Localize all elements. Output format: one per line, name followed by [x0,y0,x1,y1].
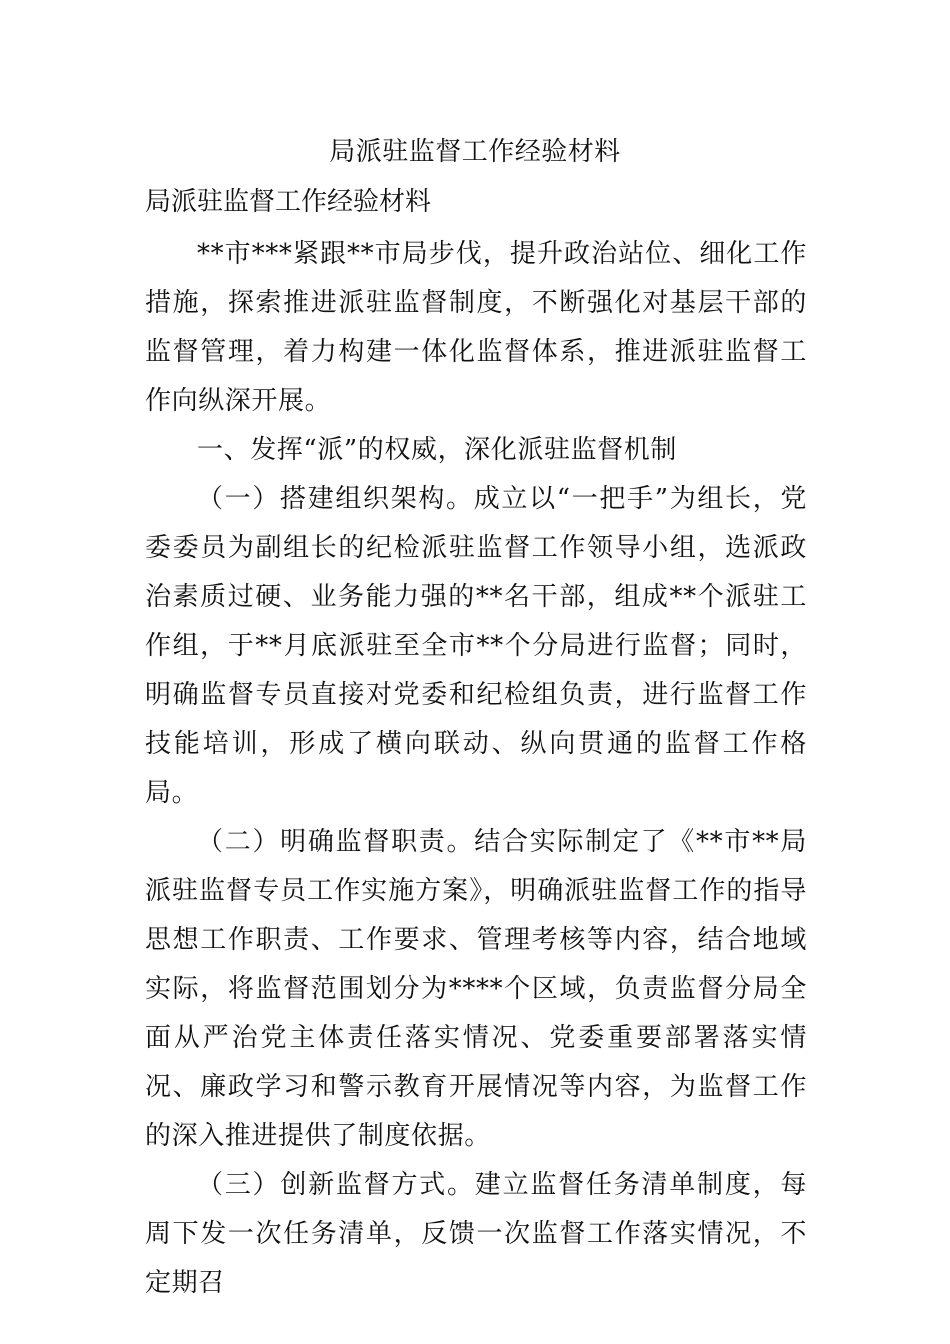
document-title: 局派驻监督工作经验材料 [329,137,621,167]
section-heading-1: 一、发挥“派”的权威，深化派驻监督机制 [197,435,677,465]
paragraph-methods: （三）创新监督方式。建立监督任务清单制度，每周下发一次任务清单，反馈一次监督工作落实情况，不定期召 [145,1170,807,1298]
paragraph-intro: **市***紧跟**市局步伐，提升政治站位、细化工作措施，探索推进派驻监督制度，不断强化对基层干部的监督管理，着力构建一体化监督体系，推进派驻监督工作向纵深开展。 [145,239,807,416]
document-body [145,230,807,1308]
document-subtitle: 局派驻监督工作经验材料 [145,187,432,217]
paragraph-duties: （二）明确监督职责。结合实际制定了《**市**局派驻监督专员工作实施方案》，明确派驻监督工作的指导思想工作职责、工作要求、管理考核等内容，结合地域实际，将监督范围划分为****个区域，负责监督分局全面从严治党主体责任落实情况、党委重要部署落实情况、廉政学习和警示教育开展情况等内容，为监督工作的深入推进提供了制度依据。 [145,827,807,1151]
paragraph-structure: （一）搭建组织架构。成立以“一把手”为组长，党委委员为副组长的纪检派驻监督工作领导小组，选派政治素质过硬、业务能力强的**名干部，组成**个派驻工作组，于**月底派驻至全市**个分局进行监督；同时，明确监督专员直接对党委和纪检组负责，进行监督工作技能培训，形成了横向联动、纵向贯通的监督工作格局。 [145,484,807,808]
